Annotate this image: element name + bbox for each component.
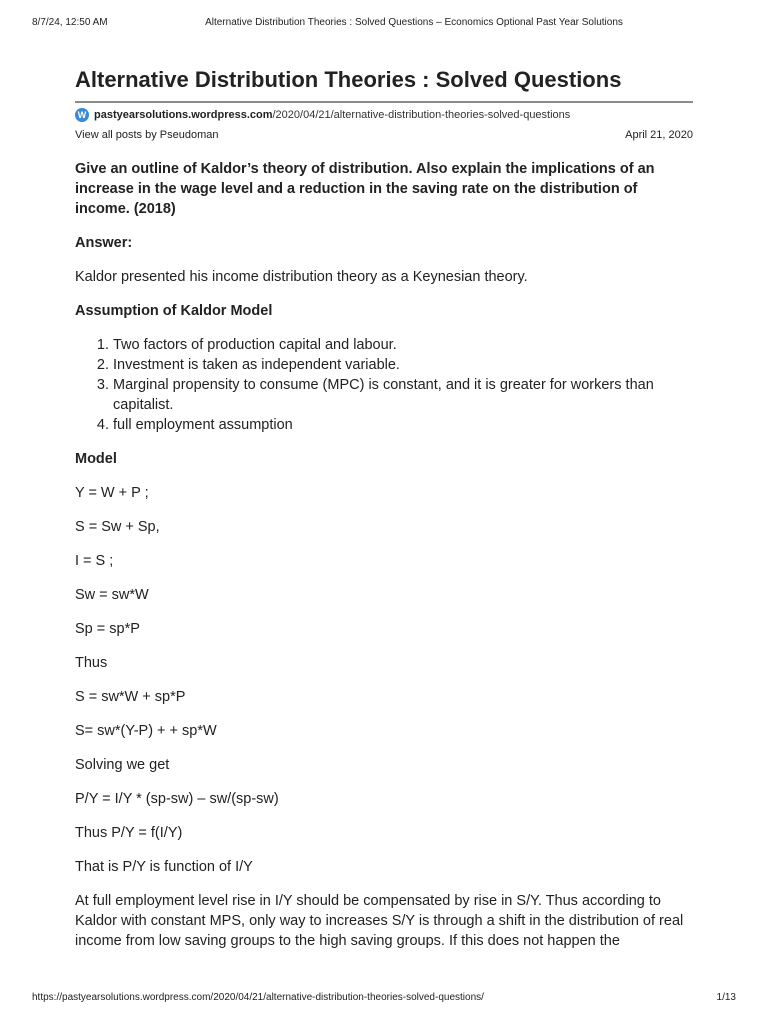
assumption-heading: Assumption of Kaldor Model xyxy=(75,303,273,319)
post-meta xyxy=(75,129,693,145)
wordpress-icon: W xyxy=(75,108,89,122)
equation: S = Sw + Sp, xyxy=(75,519,160,535)
list-item: 3. Marginal propensity to consume (MPC) is constant, and it is greater for workers than capitalist. xyxy=(113,375,693,415)
equation: That is P/Y is function of I/Y xyxy=(75,859,253,875)
print-page-title: Alternative Distribution Theories : Solved Questions – Economics Optional Past Year Solutions xyxy=(205,17,623,28)
equation: Thus P/Y = f(I/Y) xyxy=(75,825,183,841)
post-date: April 21, 2020 xyxy=(625,129,693,141)
equation: Y = W + P ; xyxy=(75,485,149,501)
source-link[interactable] xyxy=(94,109,570,121)
author-link[interactable]: View all posts by Pseudoman xyxy=(75,129,219,141)
article xyxy=(75,64,693,951)
post-title: Alternative Distribution Theories : Solved Questions xyxy=(75,67,622,92)
list-item: 2. Investment is taken as independent variable. xyxy=(113,355,693,375)
equation: I = S ; xyxy=(75,553,114,569)
source-line xyxy=(75,107,693,123)
list-item: 4. full employment assumption xyxy=(113,415,693,435)
thus-text: Thus xyxy=(75,655,108,671)
source-domain: pastyearsolutions.wordpress.com xyxy=(94,109,273,121)
print-footer xyxy=(32,992,736,1006)
list-item: 1. Two factors of production capital and labour. xyxy=(113,335,693,355)
answer-heading: Answer: xyxy=(75,235,133,251)
equation: Sw = sw*W xyxy=(75,587,149,603)
intro-paragraph: Kaldor presented his income distribution theory as a Keynesian theory. xyxy=(75,269,528,285)
closing-paragraph: At full employment level rise in I/Y should be compensated by rise in S/Y. Thus according to Kaldor with constant MPS, only way to increases S/Y is through a shift in the distribution of real income from low saving groups to the high saving groups. If this does not happen the xyxy=(75,893,684,949)
title-divider xyxy=(75,101,693,103)
equation: P/Y = I/Y * (sp-sw) – sw/(sp-sw) xyxy=(75,791,279,807)
equation: S= sw*(Y-P) + + sp*W xyxy=(75,723,217,739)
model-heading: Model xyxy=(75,451,117,467)
question-text: Give an outline of Kaldor’s theory of distribution. Also explain the implications of an increase in the wage level and a reduction in the saving rate on the distribution of income. (2018) xyxy=(75,161,655,217)
page-number: 1/13 xyxy=(716,992,736,1003)
print-timestamp: 8/7/24, 12:50 AM xyxy=(32,17,108,28)
source-path: /2020/04/21/alternative-distribution-theories-solved-questions xyxy=(272,109,571,121)
equation: Sp = sp*P xyxy=(75,621,140,637)
print-url: https://pastyearsolutions.wordpress.com/2020/04/21/alternative-distribution-theories-solved-questions/ xyxy=(32,992,484,1003)
print-header xyxy=(32,17,736,31)
equation: S = sw*W + sp*P xyxy=(75,689,186,705)
assumption-list xyxy=(75,335,693,435)
solving-text: Solving we get xyxy=(75,757,170,773)
